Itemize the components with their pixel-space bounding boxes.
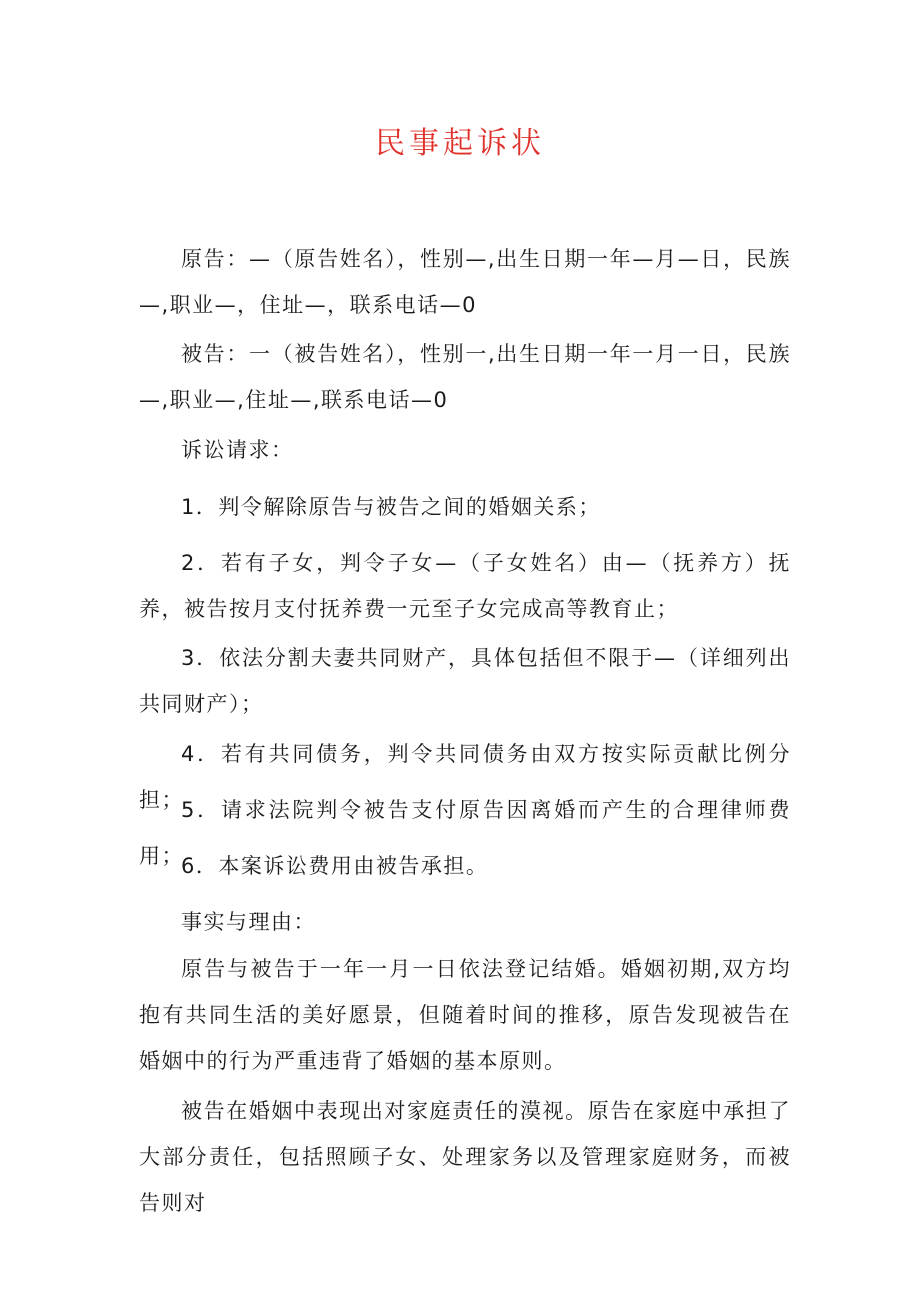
facts-paragraph-1: 原告与被告于一年一月一日依法登记结婚。婚姻初期,双方均抱有共同生活的美好愿景，但随着时间的推移，原告发现被告在婚姻中的行为严重违背了婚姻的基本原则。 — [139, 957, 791, 1073]
plaintiff-paragraph: 原告：—（原告姓名），性别—,出生日期一年—月—日，民族—,职业—，住址—，联系电话—0 — [139, 247, 791, 317]
document-title: 民事起诉状 — [375, 126, 545, 161]
claim-item-3: 3．依法分割夫妻共同财产，具体包括但不限于—（详细列出共同财产）； — [139, 646, 791, 716]
facts-heading: 事实与理由： — [181, 910, 316, 934]
claims-heading: 诉讼请求： — [181, 438, 294, 462]
facts-paragraph-2: 被告在婚姻中表现出对家庭责任的漠视。原告在家庭中承担了大部分责任，包括照顾子女、处理家务以及管理家庭财务，而被告则对 — [139, 1099, 791, 1215]
claim-item-2: 2．若有子女，判令子女—（子女姓名）由—（抚养方）抚养，被告按月支付抚养费一元至子女完成高等教育止； — [139, 551, 791, 621]
claim-item-4: 4．若有共同债务，判令共同债务由双方按实际贡献比例分担； — [139, 742, 791, 812]
claim-item-6: 6．本案诉讼费用由被告承担。 — [181, 854, 489, 878]
claim-item-1: 1．判令解除原告与被告之间的婚姻关系； — [181, 495, 601, 519]
defendant-paragraph: 被告：一（被告姓名），性别一,出生日期一年一月一日，民族—,职业—,住址—,联系电话—0 — [139, 342, 791, 412]
claim-item-5: 5．请求法院判令被告支付原告因离婚而产生的合理律师费用； — [139, 798, 791, 868]
